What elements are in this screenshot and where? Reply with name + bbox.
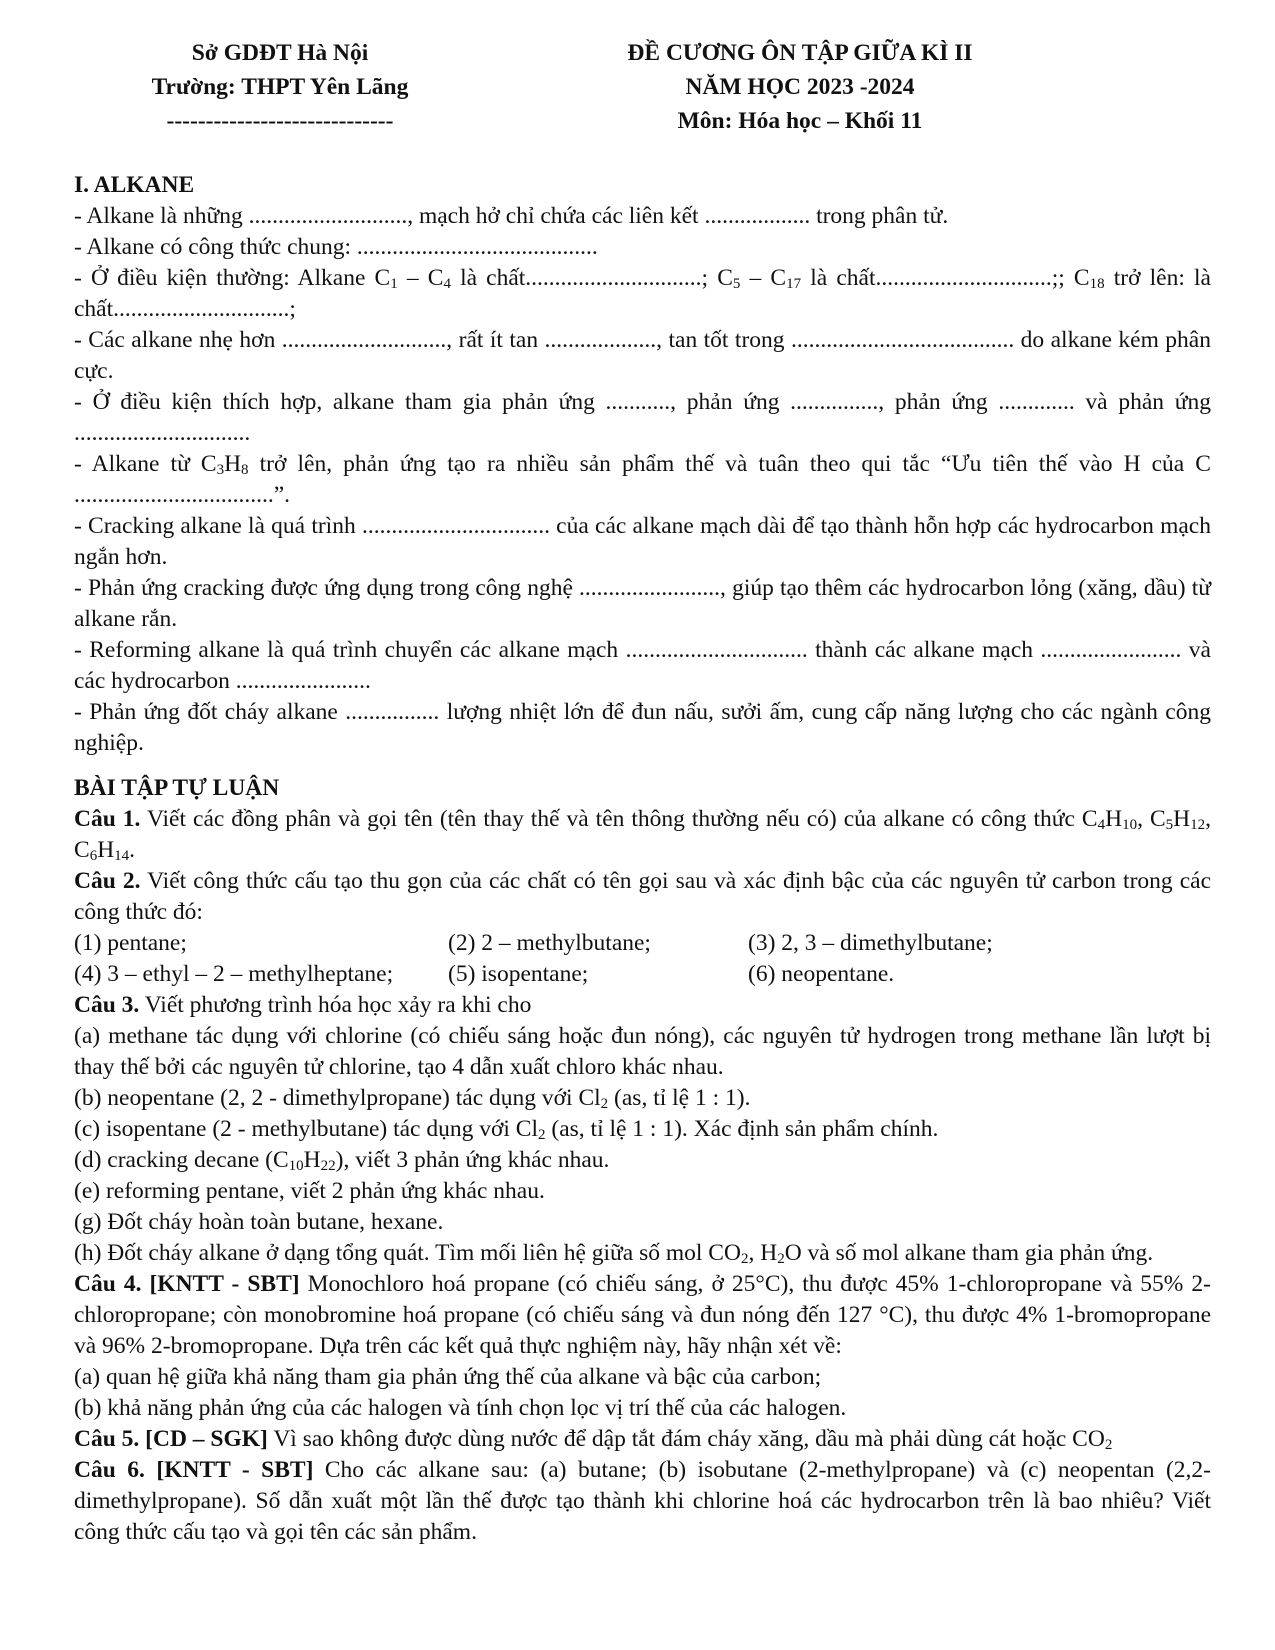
sub-question: (d) cracking decane $(C_{10}H_{22})$, viết 3 phản ứng khác nhau. [74,1147,610,1174]
sub-question: (g) Đốt cháy hoàn toàn butane, hexane. [74,1209,444,1235]
compound-row [74,928,1211,959]
header-divider: ----------------------------- [166,108,394,134]
alkane-paragraph: - Phản ứng đốt cháy alkane ................ lượng nhiệt lớn để đun nấu, sưởi ấm, cung cấp năng lượng cho các ngành công nghiệp. [74,699,1211,756]
sub-question: (b) neopentane (2, 2 - dimethylpropane) tác dụng với $Cl_2$ (as, tỉ lệ 1 : 1). [74,1085,751,1112]
sub-question: (h) Đốt cháy alkane ở dạng tổng quát. Tìm mối liên hệ giữa số mol $CO_2$, $H_2O$ và số mol alkane tham gia phản ứng. [74,1240,1154,1267]
school-year: NĂM HỌC 2023 -2024 [685,74,915,100]
subject-grade: Môn: Hóa học – Khối 11 [677,108,923,134]
compound-item: (1) pentane; [74,930,187,956]
alkane-paragraph: - Ở điều kiện thích hợp, alkane tham gia phản ứng ..........., phản ứng ..............., phản ứng ............. và phản ứng .............................. [74,389,1211,446]
section-title-exercises: BÀI TẬP TỰ LUẬN [74,775,280,801]
department-name: Sở GDĐT Hà Nội [191,40,369,66]
header-left [90,36,470,138]
sub-question: (c) isopentane (2 - methylbutane) tác dụng với $Cl_2$ (as, tỉ lệ 1 : 1). Xác định sản phẩm chính. [74,1116,939,1143]
compound-row [74,959,1211,990]
sub-question: (b) khả năng phản ứng của các halogen và tính chọn lọc vị trí thế của các halogen. [74,1395,847,1421]
alkane-paragraph: - Alkane từ $C_3H_8$ trở lên, phản ứng tạo ra nhiều sản phẩm thế và tuân theo qui tắc “Ưu tiên thế vào H của C ..................................”. [74,451,1211,508]
question-2: Câu 2. Viết công thức cấu tạo thu gọn của các chất có tên gọi sau và xác định bậc của các nguyên tử carbon trong các công thức đó: [74,868,1212,925]
compound-item: (2) 2 – methylbutane; [448,930,651,956]
alkane-paragraph: - Reforming alkane là quá trình chuyển các alkane mạch ............................... thành các alkane mạch ........................ và các hydrocarbon ....................... [74,637,1211,694]
alkane-paragraph: - Phản ứng cracking được ứng dụng trong công nghệ ........................, giúp tạo thêm các hydrocarbon lỏng (xăng, dầu) từ alkane rắn. [74,575,1211,632]
question-3: Câu 3. Viết phương trình hóa học xảy ra khi cho [74,992,532,1018]
section-title-alkane: I. ALKANE [74,172,195,198]
alkane-paragraph: - Alkane có công thức chung: ......................................... [74,234,598,260]
sub-question: (a) quan hệ giữa khả năng tham gia phản ứng thế của alkane và bậc của carbon; [74,1364,822,1390]
header-right [560,36,1040,138]
compound-item: (3) 2, 3 – dimethylbutane; [748,930,993,956]
alkane-paragraph: - Các alkane nhẹ hơn ............................, rất ít tan ..................., tan tốt trong ...................................... do alkane kém phân cực. [74,327,1211,384]
alkane-paragraph: - Alkane là những ..........................., mạch hở chỉ chứa các liên kết .................. trong phân tử. [74,203,949,229]
alkane-paragraph: - Cracking alkane là quá trình ................................ của các alkane mạch dài để tạo thành hỗn hợp các hydrocarbon mạch ngắn hơn. [74,513,1211,570]
doc-title: ĐỀ CƯƠNG ÔN TẬP GIỮA KÌ II [627,40,973,66]
compound-item: (4) 3 – ethyl – 2 – methylheptane; [74,961,394,987]
compound-item: (5) isopentane; [448,961,589,987]
question-4: Câu 4. [KNTT - SBT] Monochloro hoá propane (có chiếu sáng, ở 25°C), thu được 45% 1-chloropropane và 55% 2-chloropropane; còn monobromine hoá propane (có chiếu sáng và đun nóng đến 127 °C), thu được 4% 1-bromopropane và 96% 2-bromopropane. Dựa trên các kết quả thực nghiệm này, hãy nhận xét về: [74,1271,1211,1359]
compound-item: (6) neopentane. [748,961,895,987]
question-1: Câu 1. Viết các đồng phân và gọi tên (tên thay thế và tên thông thường nếu có) của alkane có công thức $C_4H_{10}$, $C_5H_{12}$, $C_6H_{14}$. [74,806,1211,864]
alkane-paragraph: - Ở điều kiện thường: Alkane $C_1 - C_4$ là chất..............................; $C_5 - C_{17}$ là chất..............................;; $C_{18}$ trở lên: là chất..............................; [74,265,1211,322]
sub-question: (a) methane tác dụng với chlorine (có chiếu sáng hoặc đun nóng), các nguyên tử hydrogen trong methane lần lượt bị thay thế bởi các nguyên tử chlorine, tạo 4 dẫn xuất chloro khác nhau. [74,1023,1211,1080]
school-name: Trường: THPT Yên Lãng [151,74,409,100]
sub-question: (e) reforming pentane, viết 2 phản ứng khác nhau. [74,1178,545,1204]
question-6: Câu 6. [KNTT - SBT] Cho các alkane sau: (a) butane; (b) isobutane (2-methylpropane) và (c) neopentan (2,2-dimethylpropane). Số dẫn xuất một lần thế được tạo thành khi chlorine hoá các hydrocarbon trên là bao nhiêu? Viết công thức cấu tạo và gọi tên các sản phẩm. [74,1457,1211,1545]
question-5: Câu 5. [CD – SGK] Vì sao không được dùng nước để dập tắt đám cháy xăng, dầu mà phải dùng cát hoặc $CO_2$ [74,1426,1113,1453]
document-body [74,170,1211,1548]
